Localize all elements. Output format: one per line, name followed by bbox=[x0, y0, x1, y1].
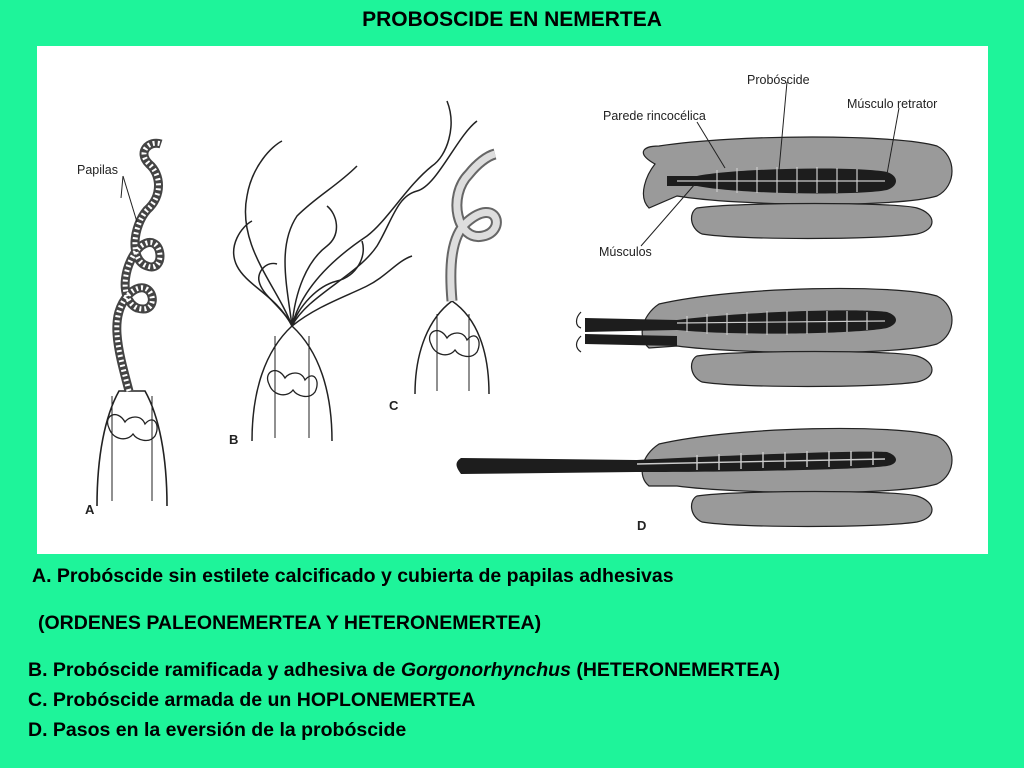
page-title: PROBOSCIDE EN NEMERTEA bbox=[362, 8, 662, 31]
proboscis-figure bbox=[37, 46, 988, 554]
panel-letter-b: B bbox=[229, 432, 239, 447]
panel-letter-a: A bbox=[85, 502, 95, 517]
papilas-leader-2 bbox=[123, 176, 137, 222]
caption-b-prefix: B. Probóscide ramificada y adhesiva de bbox=[28, 659, 401, 681]
panel-b-drawing bbox=[234, 101, 477, 441]
caption-b-genus: Gorgonorhynchus bbox=[400, 659, 571, 681]
panel-d-stage-1 bbox=[643, 137, 952, 239]
panel-d-stage-2 bbox=[577, 288, 953, 386]
caption-a-line2: (ORDENES PALEONEMERTEA Y HETERONEMERTEA) bbox=[38, 612, 542, 634]
caption-b bbox=[28, 659, 780, 682]
label-proboscide: Probóscide bbox=[747, 73, 810, 87]
caption-a-line1: A. Probóscide sin estilete calcificado y cubierta de papilas adhesivas bbox=[32, 565, 674, 587]
panel-letter-d: D bbox=[637, 518, 647, 533]
caption-d: D. Pasos en la eversión de la probóscide bbox=[28, 719, 407, 741]
label-musculo-retrator: Músculo retrator bbox=[847, 97, 938, 111]
caption-b-suffix: (HETERONEMERTEA) bbox=[570, 659, 781, 681]
panel-d-stage-3 bbox=[457, 428, 953, 526]
panel-letter-c: C bbox=[389, 398, 399, 413]
panel-a-drawing bbox=[97, 143, 167, 506]
caption-c: C. Probóscide armada de un HOPLONEMERTEA bbox=[28, 689, 476, 711]
panel-c-drawing bbox=[415, 154, 496, 394]
papilas-leader bbox=[121, 176, 123, 198]
label-papilas: Papilas bbox=[77, 163, 118, 177]
label-parede-rincocelica: Parede rincocélica bbox=[603, 109, 706, 123]
label-musculos: Músculos bbox=[599, 245, 652, 259]
